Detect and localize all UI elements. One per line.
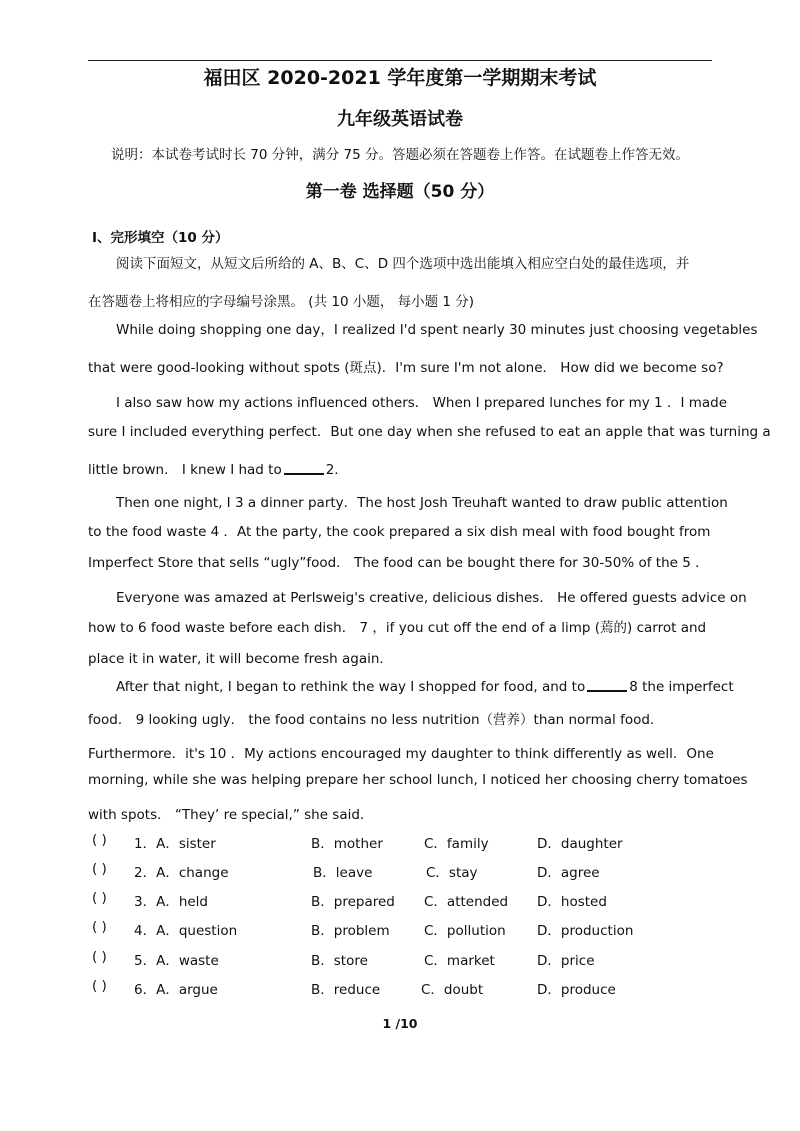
answer-bracket[interactable]: ( )	[92, 832, 107, 848]
answer-bracket[interactable]: ( )	[92, 978, 107, 994]
passage-p4-line-1: Everyone was amazed at Perlsweig's creative, delicious dishes． He offered guests advice on	[116, 590, 747, 606]
option-b: B．leave	[313, 865, 373, 881]
answer-blank	[284, 465, 324, 475]
passage-p4-line-2: how to 6 food waste before each dish． 7 ，if you cut off the end of a limp (蔫的) carrot and	[88, 620, 707, 636]
passage-p2-line-1: I also saw how my actions influenced others． When I prepared lunches for my 1 ．I made	[116, 395, 728, 411]
passage-p3-line-2: to the food waste 4 ．At the party, the cook prepared a six dish meal with food bought from	[88, 524, 711, 540]
directions-line-1: 阅读下面短文，从短文后所给的 A、B、C、D 四个选项中选出能填入相应空白处的最佳选项，并	[116, 256, 690, 272]
option-d: D．agree	[537, 865, 600, 881]
passage-p5-line-5: with spots． “They’ re special,” she said．	[88, 807, 374, 823]
passage-text: After that night, I began to rethink the way I shopped for food, and to	[116, 679, 586, 695]
option-c: C．market	[424, 953, 495, 969]
directions-line-2: 在答题卷上将相应的字母编号涂黑。 (共 10 小题， 每小题 1 分)	[88, 294, 475, 310]
passage-text: little brown． I knew I had to	[88, 462, 282, 478]
passage-p5-line-3: Furthermore．it's 10 ．My actions encouraged my daughter to think differently as well．One	[88, 746, 714, 762]
exam-instructions: 说明：本试卷考试时长 70 分钟，满分 75 分。答题必须在答题卷上作答。在试题卷上作答无效。	[110, 147, 690, 163]
passage-p1-line-2: that were good-looking without spots (斑点)．I'm sure I'm not alone． How did we become so?	[88, 360, 724, 376]
option-d: D．price	[537, 953, 595, 969]
blank-number: 2.	[325, 462, 339, 478]
option-d: D．production	[537, 923, 634, 939]
option-b: B．reduce	[311, 982, 381, 998]
passage-p3-line-1: Then one night, I 3 a dinner party．The host Josh Treuhaft wanted to draw public attention	[116, 495, 728, 511]
option-c: C．stay	[426, 865, 478, 881]
page-number: 1 /10	[382, 1016, 418, 1031]
option-a: 5．A．waste	[134, 953, 219, 969]
answer-bracket[interactable]: ( )	[92, 949, 107, 965]
option-c: C．pollution	[424, 923, 506, 939]
passage-p5-line-4: morning, while she was helping prepare her school lunch, I noticed her choosing cherry tomatoes	[88, 772, 748, 788]
option-b: B．prepared	[311, 894, 395, 910]
part-heading: Ⅰ、完形填空（10 分）	[92, 230, 229, 246]
passage-p4-line-3: place it in water, it will become fresh again．	[88, 651, 393, 667]
option-a: 3．A．held	[134, 894, 209, 910]
option-c: C．family	[424, 836, 489, 852]
answer-blank	[587, 682, 627, 692]
option-a: 2．A．change	[134, 865, 229, 881]
section-title: 第一卷 选择题（50 分）	[305, 182, 495, 202]
passage-p1-line-1: While doing shopping one day，I realized I'd spent nearly 30 minutes just choosing vegetables	[116, 322, 758, 338]
option-c: C．attended	[424, 894, 509, 910]
passage-p2-line-2: sure I included everything perfect．But one day when she refused to eat an apple that was turning a	[88, 424, 771, 440]
option-c: C．doubt	[421, 982, 484, 998]
option-d: D．produce	[537, 982, 616, 998]
option-b: B．store	[311, 953, 368, 969]
exam-title: 福田区 2020-2021 学年度第一学期期末考试	[203, 67, 597, 89]
exam-subtitle: 九年级英语试卷	[337, 109, 463, 130]
passage-p3-line-3: Imperfect Store that sells “ugly”food． The food can be bought there for 30-50% of the 5 ．	[88, 555, 709, 571]
passage-p2-line-3	[88, 458, 339, 478]
option-b: B．problem	[311, 923, 390, 939]
header-rule	[88, 60, 712, 61]
passage-p5-line-1	[116, 679, 734, 695]
option-d: D．hosted	[537, 894, 607, 910]
option-d: D．daughter	[537, 836, 623, 852]
option-a: 6．A．argue	[134, 982, 218, 998]
blank-number: 8 the imperfect	[629, 679, 734, 695]
option-a: 4．A．question	[134, 923, 238, 939]
answer-bracket[interactable]: ( )	[92, 890, 107, 906]
answer-bracket[interactable]: ( )	[92, 919, 107, 935]
option-a: 1．A．sister	[134, 836, 216, 852]
option-b: B．mother	[311, 836, 383, 852]
passage-p5-line-2: food． 9 looking ugly． the food contains no less nutrition（营养）than normal food.	[88, 712, 655, 728]
answer-bracket[interactable]: ( )	[92, 861, 107, 877]
